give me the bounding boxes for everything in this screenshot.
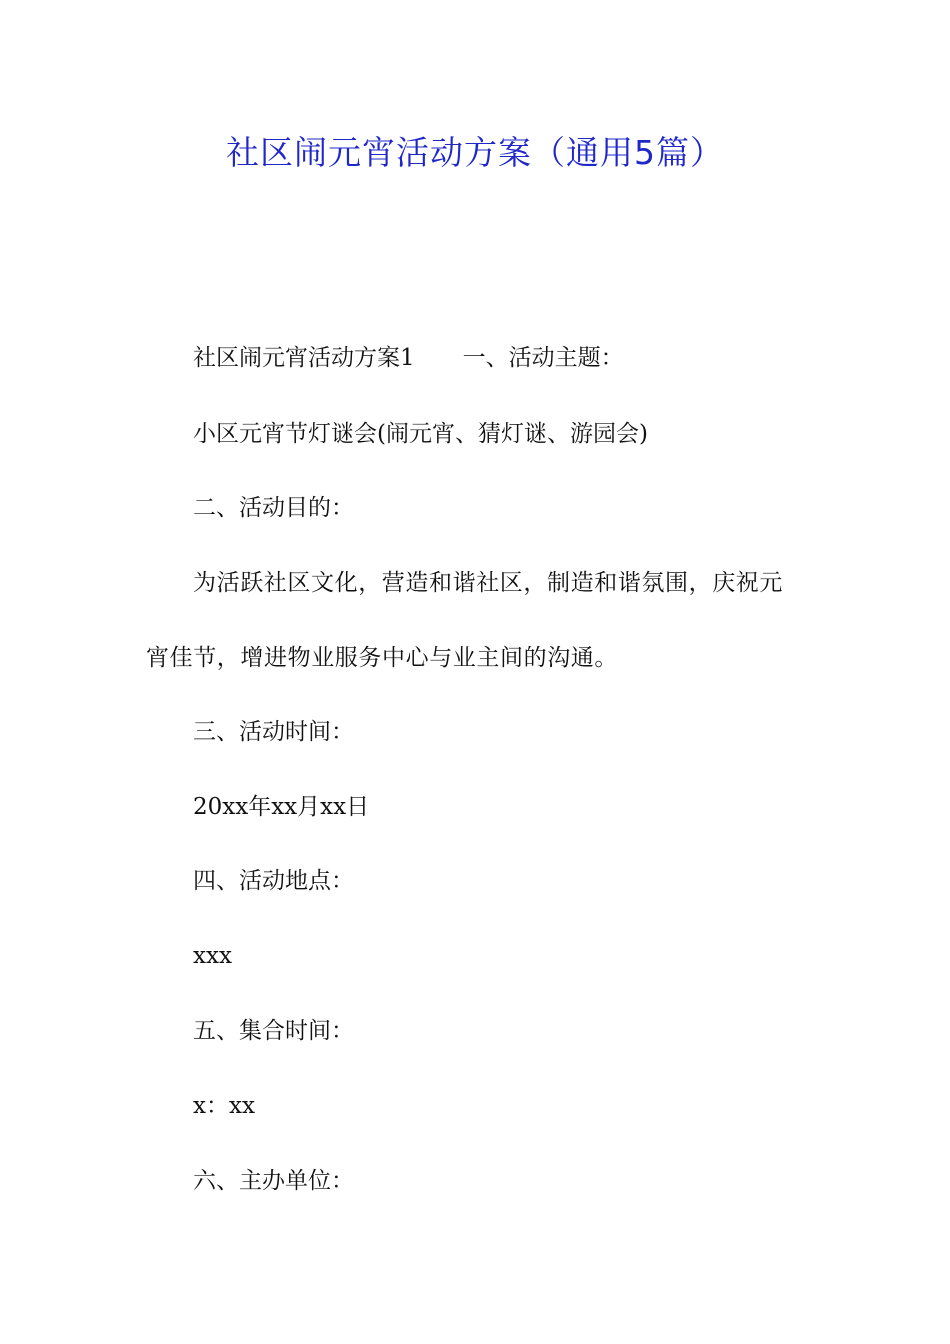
section-heading-plan-1: [193, 343, 624, 373]
gathering-time-heading: 五、集合时间：: [193, 1018, 354, 1044]
theme-heading: 一、活动主题：: [462, 345, 624, 371]
purpose-text-line-2: 宵佳节，增进物业服务中心与业主间的沟通。: [146, 645, 618, 671]
location-text: xxx: [193, 943, 232, 969]
purpose-heading: 二、活动目的：: [193, 495, 354, 521]
time-heading: 三、活动时间：: [193, 719, 354, 745]
theme-text: 小区元宵节灯谜会(闹元宵、猜灯谜、游园会): [193, 421, 648, 447]
organizer-heading: 六、主办单位：: [193, 1168, 354, 1194]
location-heading: 四、活动地点：: [193, 868, 354, 894]
gathering-time-text: x：xx: [193, 1093, 255, 1119]
purpose-text-line-1: 为活跃社区文化，营造和谐社区，制造和谐氛围，庆祝元: [193, 570, 783, 596]
time-text: 20xx年xx月xx日: [193, 794, 370, 820]
document-title: 社区闹元宵活动方案（通用5篇）: [226, 133, 724, 172]
plan-1-label: 社区闹元宵活动方案1: [193, 345, 415, 371]
